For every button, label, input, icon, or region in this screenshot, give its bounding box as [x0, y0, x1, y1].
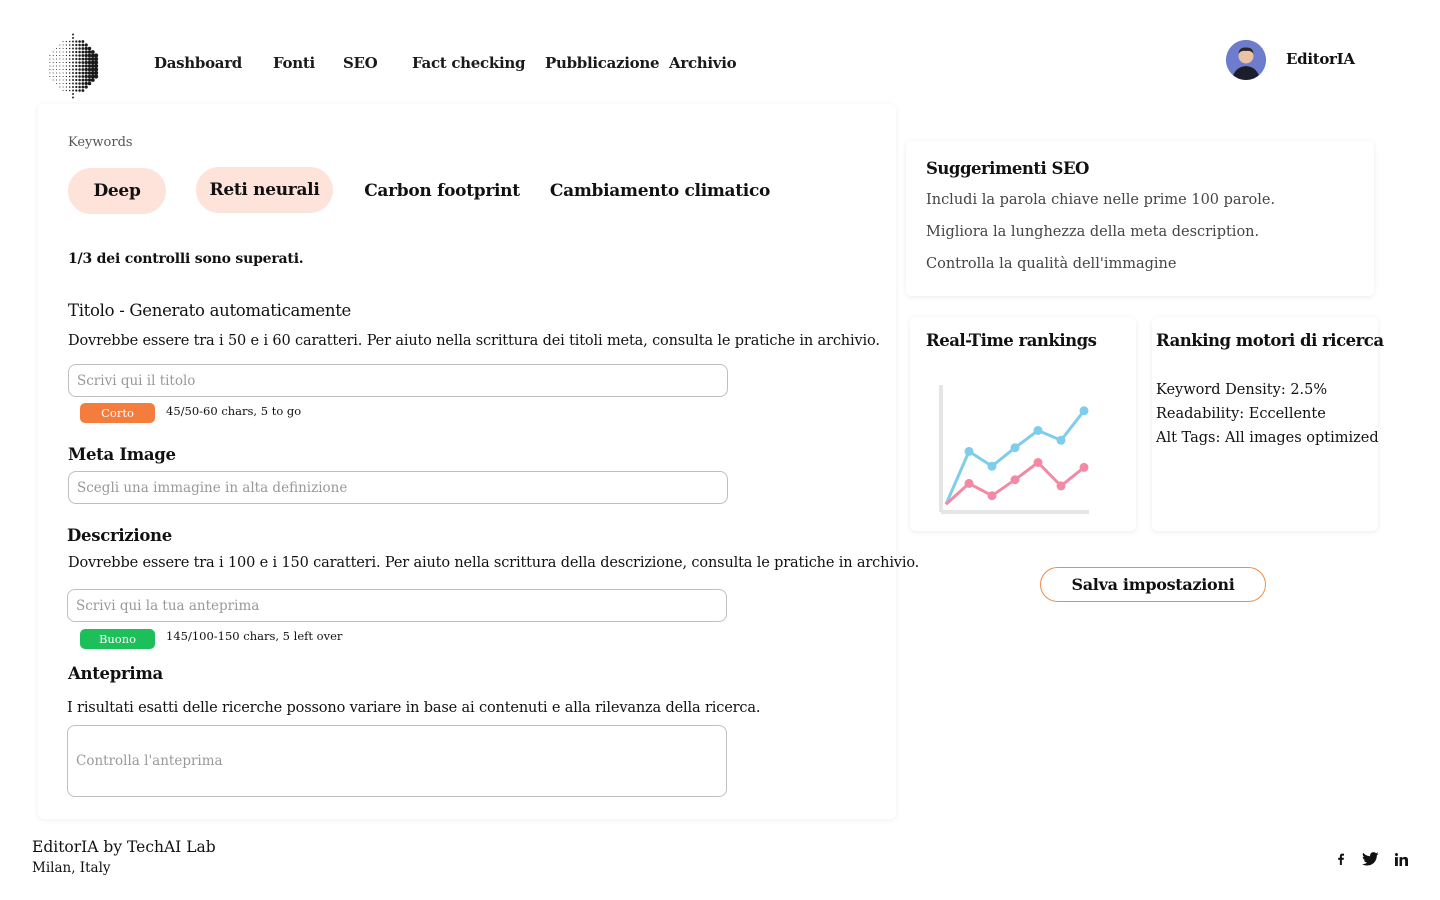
logo-dot — [88, 68, 92, 72]
description-length-note: 145/100-150 chars, 5 left over — [166, 629, 343, 643]
logo-dot — [75, 58, 77, 60]
logo-dot — [63, 62, 64, 63]
logo-dot — [53, 66, 54, 67]
logo-dot — [49, 62, 50, 63]
logo-dot — [78, 89, 81, 92]
logo-dot — [78, 72, 81, 75]
ranking-stat-alt-tags: Alt Tags: All images optimized — [1156, 430, 1379, 446]
logo-dot — [85, 75, 88, 78]
linkedin-icon[interactable] — [1391, 849, 1411, 869]
logo-dot — [85, 61, 88, 64]
meta-image-heading: Meta Image — [68, 445, 176, 464]
nav-item-archivio[interactable]: Archivio — [669, 54, 737, 72]
logo-dot — [75, 79, 77, 81]
logo-dot — [78, 86, 81, 89]
logo-dot — [75, 51, 77, 53]
chart-point — [988, 462, 997, 471]
logo-dot — [75, 75, 77, 77]
logo-dot — [81, 82, 84, 85]
logo-dot — [81, 58, 84, 61]
logo-dot — [85, 54, 88, 57]
logo-dot — [66, 65, 67, 66]
logo-dot — [69, 65, 71, 67]
keyword-chip-carbon-footprint[interactable]: Carbon footprint — [364, 181, 520, 201]
footer-location: Milan, Italy — [32, 860, 111, 876]
logo-dot — [59, 45, 60, 46]
logo-dot — [53, 73, 54, 74]
logo-dot — [88, 50, 92, 54]
logo-dot — [53, 76, 54, 77]
title-length-badge: Corto — [80, 403, 155, 423]
logo-dot — [75, 65, 77, 67]
logo-dot — [56, 76, 57, 77]
logo-dot — [78, 68, 81, 71]
logo-dot — [81, 51, 84, 54]
logo-dot — [75, 82, 77, 84]
logo-dot — [75, 86, 77, 88]
logo-dot — [88, 82, 92, 86]
logo-dot — [49, 55, 50, 56]
chart-point — [1080, 406, 1089, 415]
user-name[interactable]: EditorIA — [1286, 50, 1355, 68]
logo-dot — [53, 59, 54, 60]
description-input[interactable] — [67, 589, 727, 622]
realtime-rankings-title: Real-Time rankings — [926, 331, 1097, 350]
logo-dot — [56, 59, 57, 60]
logo-dot — [59, 52, 60, 53]
logo-dot — [78, 40, 81, 43]
checks-summary: 1/3 dei controlli sono superati. — [68, 251, 304, 267]
logo-dot — [69, 76, 71, 78]
facebook-icon[interactable] — [1331, 849, 1351, 869]
ranking-stat-keyword-density: Keyword Density: 2.5% — [1156, 382, 1328, 398]
logo-dot — [85, 47, 88, 50]
logo-dot — [63, 52, 64, 53]
description-section-description: Dovrebbe essere tra i 100 e i 150 caratteri. Per aiuto nella scrittura della descrizione, consulta le pratiche in archivio. — [68, 555, 920, 571]
logo-dot — [81, 79, 84, 82]
seo-tip-item: Migliora la lunghezza della meta description. — [926, 224, 1260, 240]
chart-point — [1034, 458, 1043, 467]
logo-dot — [75, 54, 77, 56]
logo-dot — [72, 48, 74, 50]
logo-dot — [85, 71, 88, 74]
logo-dot — [81, 72, 84, 75]
preview-section-description: I risultati esatti delle ricerche possono variare in base ai contenuti e alla rilevanza della ricerca. — [67, 700, 761, 716]
logo-dot — [69, 41, 71, 43]
logo-dot — [66, 72, 67, 73]
logo-dot — [72, 44, 74, 46]
logo-dot — [49, 76, 50, 77]
logo-dot — [49, 69, 50, 70]
logo-dot — [56, 69, 57, 70]
logo-dot — [72, 79, 74, 81]
logo-dot — [88, 61, 92, 65]
logo-dot — [69, 48, 71, 50]
logo-dot — [81, 61, 84, 64]
logo-dot — [59, 83, 60, 84]
logo-dot — [78, 75, 81, 78]
logo-dot — [72, 76, 74, 78]
logo-dot — [49, 59, 50, 60]
logo-dot — [63, 45, 64, 46]
logo-dot — [66, 48, 67, 49]
logo-dot — [72, 65, 74, 67]
logo-dot — [63, 83, 64, 84]
logo-dot — [88, 47, 92, 51]
logo-dot — [69, 51, 71, 53]
title-section-heading: Titolo - Generato automaticamente — [68, 301, 352, 320]
logo-dot — [59, 87, 60, 88]
seo-tips-title: Suggerimenti SEO — [926, 159, 1089, 178]
logo-dot — [72, 93, 74, 95]
logo-dot — [78, 51, 81, 54]
logo-dot — [78, 65, 81, 68]
description-heading: Descrizione — [67, 526, 172, 545]
logo-dot — [72, 37, 74, 39]
logo-dot — [81, 54, 84, 57]
logo-dot — [49, 66, 50, 67]
logo-dot — [88, 54, 92, 58]
logo-dot — [85, 50, 88, 53]
logo-dot — [78, 82, 81, 85]
logo-dot — [59, 55, 60, 56]
logo-dot — [69, 44, 71, 46]
nav-item-dashboard[interactable]: Dashboard — [154, 54, 242, 72]
avatar[interactable] — [1226, 40, 1266, 80]
logo-dot — [63, 76, 64, 77]
logo-dot — [75, 47, 77, 49]
logo-dot — [75, 61, 77, 63]
logo-dot — [66, 55, 67, 56]
logo-dot — [81, 89, 84, 92]
logo-dot — [72, 41, 74, 43]
logo-dot — [75, 72, 77, 74]
preview-textarea[interactable] — [67, 725, 727, 797]
ranking-stat-readability: Readability: Eccellente — [1156, 406, 1326, 422]
logo-dot — [59, 66, 60, 67]
logo-dot — [75, 44, 77, 46]
logo-dot — [69, 86, 71, 88]
logo-dot — [56, 83, 57, 84]
logo-dot — [85, 43, 88, 46]
logo-dot — [66, 76, 67, 77]
logo-dot — [91, 78, 95, 82]
logo-dot — [66, 79, 67, 80]
logo-dot — [75, 40, 77, 42]
twitter-icon[interactable] — [1360, 849, 1380, 869]
logo-dot — [59, 62, 60, 63]
logo-dot — [72, 97, 74, 99]
logo-dot — [63, 73, 64, 74]
logo-dot — [63, 87, 64, 88]
logo-dot — [72, 86, 74, 88]
logo-dot — [69, 83, 71, 85]
search-ranking-title: Ranking motori di ricerca — [1156, 331, 1384, 350]
logo-dot — [72, 55, 74, 57]
logo-dot — [72, 51, 74, 53]
logo-dot — [66, 62, 67, 63]
logo-dot — [72, 34, 74, 36]
keyword-chip-reti-neurali[interactable]: Reti neurali — [196, 167, 333, 213]
logo-dot — [69, 90, 71, 92]
logo-dot — [81, 47, 84, 50]
logo-dot — [91, 50, 95, 54]
logo-dot — [75, 89, 77, 91]
logo-dot — [81, 68, 84, 71]
logo-dot — [69, 62, 71, 64]
chart-series-line-0 — [946, 411, 1084, 505]
chart-point — [1011, 475, 1020, 484]
logo-dot — [88, 78, 92, 82]
logo-dot — [85, 68, 88, 71]
logo-dot — [59, 80, 60, 81]
logo-dot — [66, 69, 67, 70]
nav-item-pubblicazione[interactable]: Pubblicazione — [545, 54, 660, 72]
logo-dot — [78, 61, 81, 64]
logo-dot — [81, 86, 84, 89]
logo-dot — [56, 80, 57, 81]
logo-dot — [72, 90, 74, 92]
logo-dot — [63, 41, 64, 42]
logo-dot — [53, 52, 54, 53]
logo-dot — [69, 69, 71, 71]
logo-dot — [63, 55, 64, 56]
logo — [44, 30, 102, 102]
logo-dot — [69, 55, 71, 57]
logo-dot — [63, 90, 64, 91]
logo-dot — [94, 74, 98, 78]
logo-dot — [85, 82, 88, 85]
keyword-chip-deep[interactable]: Deep — [68, 168, 166, 214]
logo-dot — [72, 58, 74, 60]
logo-dot — [78, 54, 81, 57]
logo-dot — [66, 51, 67, 52]
logo-dot — [56, 66, 57, 67]
logo-dot — [81, 40, 84, 43]
logo-dot — [78, 79, 81, 82]
nav-item-fact-checking[interactable]: Fact checking — [412, 54, 526, 72]
logo-dot — [63, 59, 64, 60]
logo-dot — [63, 66, 64, 67]
logo-dot — [66, 86, 67, 87]
save-settings-button[interactable]: Salva impostazioni — [1040, 567, 1266, 602]
logo-dot — [69, 72, 71, 74]
title-section-description: Dovrebbe essere tra i 50 e i 60 caratteri. Per aiuto nella scrittura dei titoli meta, consulta le pratiche in archivio. — [68, 333, 880, 349]
logo-dot — [72, 72, 74, 74]
nav-item-fonti[interactable]: Fonti — [273, 54, 315, 72]
preview-heading: Anteprima — [68, 664, 163, 683]
chart-point — [1057, 481, 1066, 490]
logo-dot — [53, 55, 54, 56]
meta-image-input[interactable] — [68, 471, 728, 504]
logo-dot — [66, 58, 67, 59]
logo-dot — [59, 69, 60, 70]
logo-dot — [81, 65, 84, 68]
logo-dot — [88, 75, 92, 79]
logo-dot — [59, 76, 60, 77]
chart-point — [988, 491, 997, 500]
logo-dot — [56, 73, 57, 74]
logo-dot — [66, 44, 67, 45]
logo-dot — [56, 62, 57, 63]
realtime-rankings-chart — [926, 375, 1106, 525]
description-length-badge: Buono — [80, 629, 155, 649]
logo-dot — [59, 73, 60, 74]
logo-dot — [66, 90, 67, 91]
logo-dot — [59, 48, 60, 49]
chart-point — [1034, 426, 1043, 435]
chart-point — [1080, 463, 1089, 472]
logo-dot — [72, 69, 74, 71]
logo-dot — [56, 55, 57, 56]
logo-dot — [56, 48, 57, 49]
logo-dot — [66, 41, 67, 42]
chart-point — [1011, 443, 1020, 452]
logo-dot — [66, 83, 67, 84]
keywords-label: Keywords — [68, 135, 133, 150]
nav-item-seo[interactable]: SEO — [343, 54, 378, 72]
logo-dot — [78, 58, 81, 61]
logo-dot — [72, 83, 74, 85]
logo-dot — [63, 69, 64, 70]
logo-dot — [85, 78, 88, 81]
chart-point — [1057, 436, 1066, 445]
logo-dot — [53, 62, 54, 63]
logo-dot — [85, 57, 88, 60]
logo-dot — [49, 73, 50, 74]
logo-dot — [78, 44, 81, 47]
logo-dot — [72, 62, 74, 64]
logo-dot — [56, 52, 57, 53]
logo-dot — [53, 69, 54, 70]
footer-brand: EditorIA by TechAI Lab — [32, 838, 216, 856]
logo-dot — [78, 47, 81, 50]
logo-dot — [69, 79, 71, 81]
logo-dot — [81, 44, 84, 47]
logo-dot — [63, 80, 64, 81]
keyword-chip-cambiamento-climatico[interactable]: Cambiamento climatico — [549, 181, 771, 201]
chart-point — [965, 447, 974, 456]
logo-dot — [75, 68, 77, 70]
seo-tip-item: Controlla la qualità dell'immagine — [926, 256, 1177, 272]
logo-dot — [88, 64, 92, 68]
logo-dot — [59, 59, 60, 60]
title-input[interactable] — [68, 364, 728, 397]
logo-dot — [85, 85, 88, 88]
logo-dot — [88, 71, 92, 75]
logo-dot — [53, 80, 54, 81]
logo-dot — [85, 64, 88, 67]
title-length-note: 45/50-60 chars, 5 to go — [166, 404, 302, 418]
logo-dot — [69, 58, 71, 60]
logo-dot — [63, 48, 64, 49]
logo-dot — [88, 57, 92, 61]
seo-tip-item: Includi la parola chiave nelle prime 100 parole. — [926, 192, 1276, 208]
logo-dot — [81, 75, 84, 78]
user-avatar-icon — [1226, 40, 1266, 80]
chart-point — [965, 479, 974, 488]
